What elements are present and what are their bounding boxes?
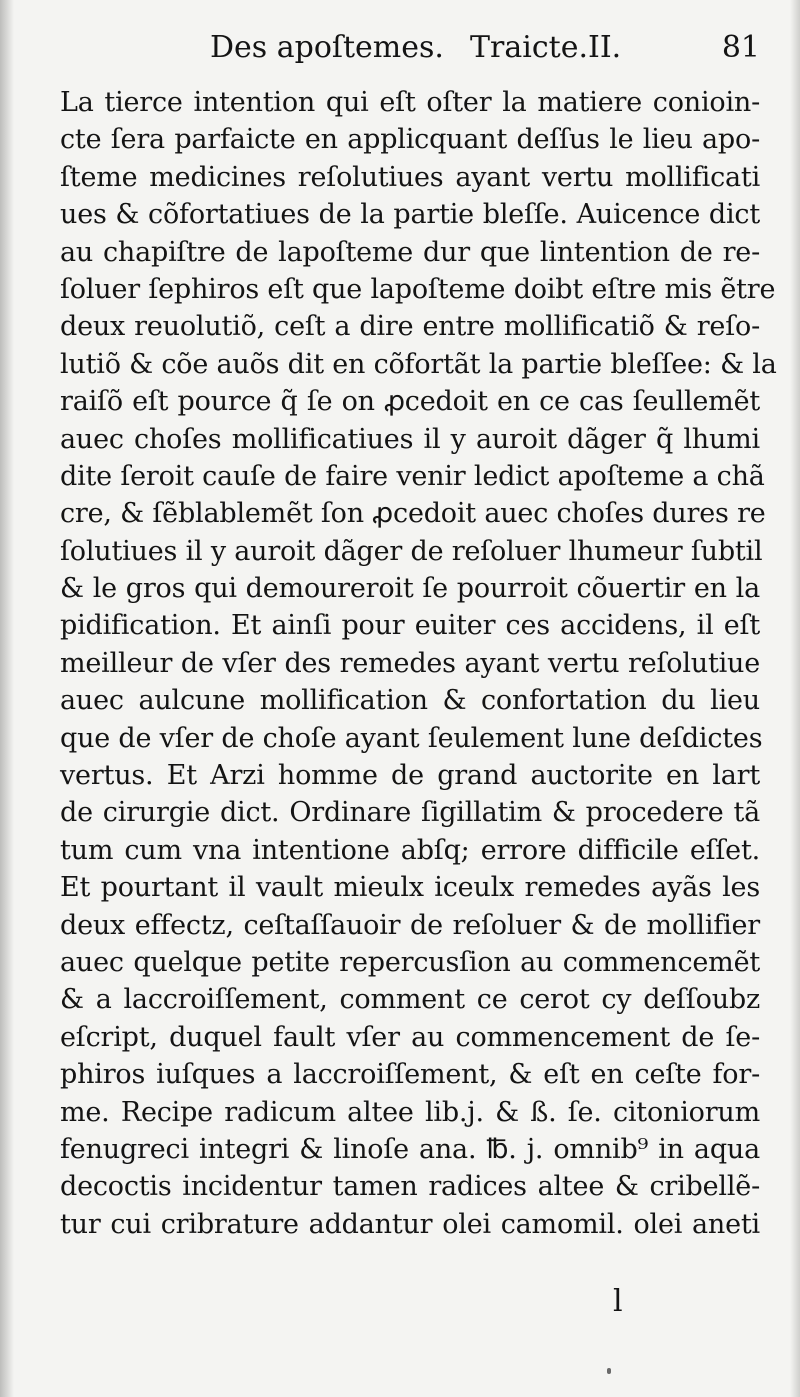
text-line: cte ſera parfaicte en applicquant deſſus le lieu apo- [60,124,760,156]
page-number: 81 [721,30,760,65]
text-line: phiros iuſques a laccroiſſement, & eſt en ceſte for- [60,1059,760,1091]
text-line: decoctis incidentur tamen radices altee & cribellẽ- [60,1171,760,1203]
text-line: deux reuolutiõ, ceſt a dire entre mollificatiõ & reſo- [60,311,760,343]
book-page [60,22,777,1382]
text-line: me. Recipe radicum altee lib.j. & ß. ſe. citoniorum [60,1096,760,1128]
text-line: & le gros qui demoureroit ſe pourroit cõuertir en la [60,573,760,605]
signature-mark: l [613,1284,623,1319]
running-head [60,22,760,74]
text-line: de cirurgie dict. Ordinare ſigillatim & procedere tã [60,797,760,829]
text-line: cre, & ſẽblablemẽt ſon ꝓcedoit auec choſes dures re [60,498,766,530]
text-line: ſteme medicines reſolutiues ayant vertu mollificati [60,161,760,193]
text-line: ſolutiues il y auroit dãger de reſoluer lhumeur ſubtil [60,535,763,567]
text-line: pidification. Et ainſi pour euiter ces accidens, il eſt [60,610,760,642]
text-line: vertus. Et Arzi homme de grand auctorite en lart [60,760,760,792]
text-line: meilleur de vſer des remedes ayant vertu reſolutiue [60,647,760,679]
text-line: La tierce intention qui eſt oſter la matiere conioin- [60,87,760,118]
text-line: dite ſeroit cauſe de faire venir ledict apoſteme a chã [60,460,765,492]
running-head-title: Des apoſtemes. [210,30,444,65]
page-edge-left [0,0,14,1397]
text-line: tum cum vna intentione abſq; errore difficile eſſet. [60,834,760,866]
text-line: auec quelque petite repercusſion au commencemẽt [60,946,760,978]
text-line: fenugreci integri & linoſe ana. ℔. j. omnib⁹ in aqua [60,1133,760,1165]
page-edge-right [790,0,800,1397]
text-line: raiſõ eſt pource q̃ ſe on ꝓcedoit en ce cas ſeullemẽt [60,386,760,418]
text-line: au chapiſtre de lapoſteme dur que lintention de re- [60,236,760,268]
text-line: & a laccroiſſement, comment ce cerot cy deſſoubz [60,984,760,1016]
text-line: ſoluer ſephiros eſt que lapoſteme doibt eſtre mis ẽtre [60,273,776,305]
text-line: que de vſer de choſe ayant ſeulement lune deſdictes [60,722,763,754]
running-head-section: Traicte.II. [470,30,622,65]
body-text [60,84,777,1243]
ink-speck [607,1368,611,1374]
text-line: deux effectz, ceſtaſſauoir de reſoluer & de mollifier [60,909,760,941]
text-line: auec choſes mollificatiues il y auroit dãger q̃ lhumi [60,423,760,455]
text-line: lutiõ & cõe auõs dit en cõfortãt la partie bleſſee: & la [60,348,777,380]
text-line: Et pourtant il vault mieulx iceulx remedes ayãs les [60,872,760,904]
text-line: auec aulcune mollification & confortation du lieu [60,685,760,717]
text-line: eſcript, duquel fault vſer au commencement de ſe- [60,1021,760,1053]
text-line: ues & cõfortatiues de la partie bleſſe. Auicence dict [60,199,760,231]
text-line: tur cui cribrature addantur olei camomil. olei aneti [60,1208,760,1240]
